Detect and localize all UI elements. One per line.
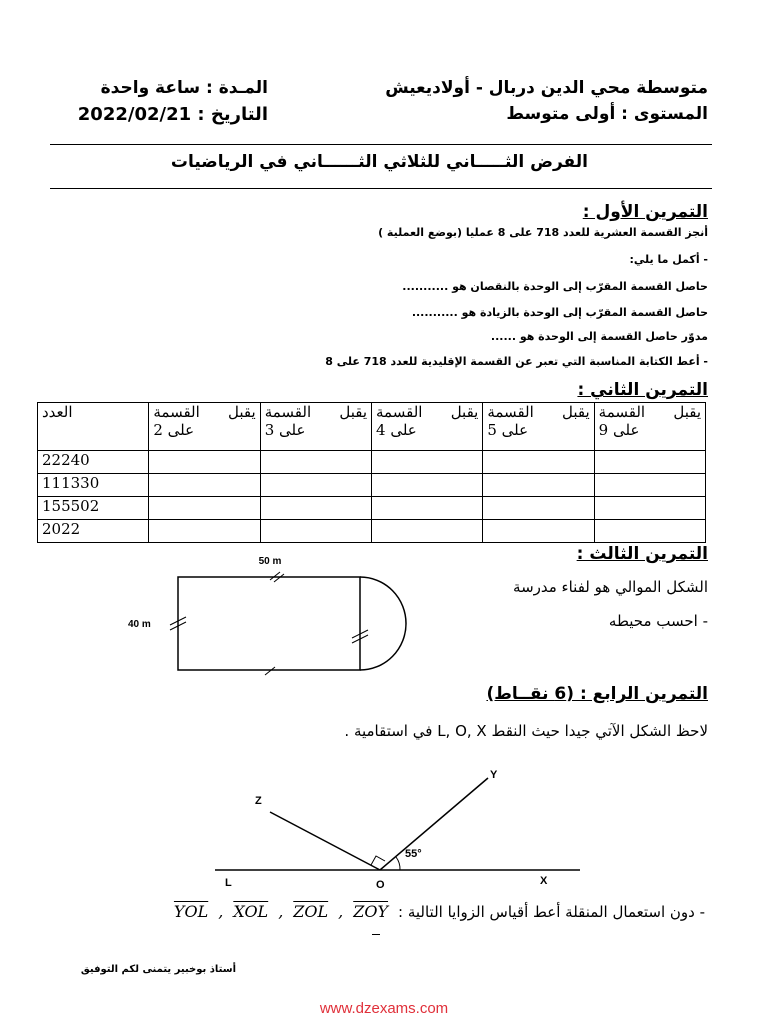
exercise3-line1: الشكل الموالي هو لفناء مدرسة bbox=[513, 578, 708, 596]
number-cell: 155502 bbox=[38, 497, 149, 520]
point-z: Z bbox=[255, 795, 262, 807]
angles-figure bbox=[200, 760, 600, 900]
school-name: متوسطة محي الدين دربال - أولاديعيش bbox=[385, 78, 708, 98]
teacher-signature: أستاذ بوخبير يتمنى لكم التوفيق bbox=[80, 964, 236, 975]
header-cell: يقبل القسمة على 4 bbox=[372, 403, 483, 451]
number-cell: 2022 bbox=[38, 520, 149, 543]
exam-date: التاريخ : 2022/02/21 bbox=[77, 104, 268, 125]
number-header-cell: العدد bbox=[38, 403, 149, 451]
table-row bbox=[38, 520, 706, 543]
table-row bbox=[38, 497, 706, 520]
height-label: 40 m bbox=[128, 619, 151, 630]
angle-label: 55° bbox=[405, 848, 422, 860]
exercise1-item: حاصل القسمة المقرّب إلى الوحدة بالزيادة هو ........... bbox=[411, 306, 708, 319]
website-link[interactable]: www.dzexams.com bbox=[319, 1000, 449, 1017]
width-label: 50 m bbox=[258, 556, 282, 567]
angles-question: - دون استعمال المنقلة أعط أقياس الزوايا التالية : $\overline{ZOY}$ , $\overline{ZOL}$ , $\overline{XOL}$ , $\overline{YOL}$ bbox=[173, 902, 705, 921]
angle-zol: $\overline{ZOL}$ bbox=[293, 902, 329, 921]
exercise3-title: التمرين الثالث : bbox=[576, 544, 708, 564]
divisibility-table bbox=[37, 402, 706, 543]
exercise4-title: التمرين الرابع : (6 نقــاط) bbox=[486, 684, 708, 704]
angle-xol: $\overline{XOL}$ bbox=[233, 902, 269, 921]
exercise3-line2: - احسب محيطه bbox=[608, 612, 708, 630]
point-l: L bbox=[225, 877, 232, 889]
dash-mark bbox=[372, 934, 380, 935]
header-cell: يقبل القسمة على 5 bbox=[483, 403, 594, 451]
school-level: المستوى : أولى متوسط bbox=[506, 104, 708, 124]
angle-yol: $\overline{YOL}$ bbox=[173, 902, 209, 921]
schoolyard-figure bbox=[120, 550, 450, 680]
angles-question-text: - دون استعمال المنقلة أعط أقياس الزوايا التالية : bbox=[398, 902, 705, 921]
header-cell: يقبل القسمة على 9 bbox=[594, 403, 705, 451]
exam-duration: المـدة : ساعة واحدة bbox=[100, 78, 268, 98]
table-row bbox=[38, 474, 706, 497]
point-x: X bbox=[540, 875, 548, 887]
table-header-row bbox=[38, 403, 706, 451]
exercise1-item: - أعط الكتابة المناسبة التي تعبر عن القسمة الإقليدية للعدد 718 على 8 bbox=[325, 355, 708, 368]
header-cell: يقبل القسمة على 2 bbox=[149, 403, 260, 451]
table-row bbox=[38, 451, 706, 474]
exam-title: الفرض الثـــــاني للثلاثي الثــــــاني في الرياضيات bbox=[170, 152, 588, 172]
exercise1-item: - أكمل ما يلي: bbox=[629, 253, 708, 266]
exercise1-item: حاصل القسمة المقرّب إلى الوحدة بالنقصان هو ........... bbox=[402, 280, 708, 293]
point-o: O bbox=[376, 879, 385, 891]
number-cell: 22240 bbox=[38, 451, 149, 474]
header-cell: يقبل القسمة على 3 bbox=[260, 403, 371, 451]
exercise2-title: التمرين الثاني : bbox=[577, 380, 708, 400]
point-y: Y bbox=[490, 769, 498, 781]
exercise1-title: التمرين الأول : bbox=[582, 202, 708, 222]
number-cell: 111330 bbox=[38, 474, 149, 497]
angle-zoy: $\overline{ZOY}$ bbox=[353, 902, 389, 921]
exercise1-item: أنجز القسمة العشرية للعدد 718 على 8 عمليا (بوضع العملية ) bbox=[378, 226, 708, 239]
exercise1-item: مدوّر حاصل القسمة إلى الوحدة هو ...... bbox=[490, 330, 708, 343]
exercise4-statement: لاحظ الشكل الآتي جيدا حيث النقط L, O, X في استقامية . bbox=[344, 722, 708, 740]
title-divider bbox=[50, 188, 712, 189]
header-divider bbox=[50, 144, 712, 145]
